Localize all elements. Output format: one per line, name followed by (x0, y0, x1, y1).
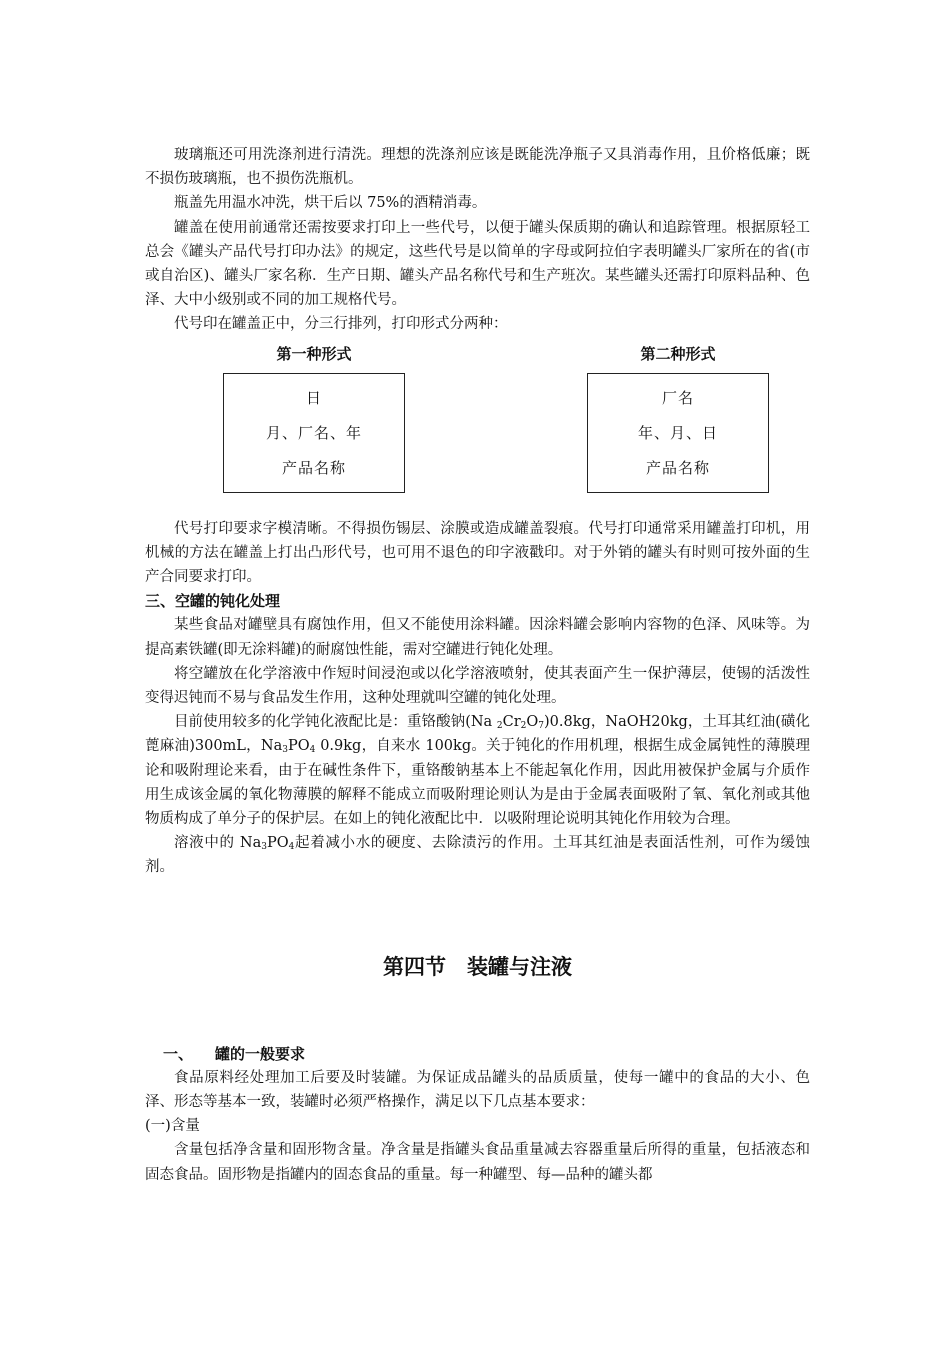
paragraph: 瓶盖先用温水冲洗，烘干后以 75%的酒精消毒。 (174, 195, 487, 212)
list-item-heading: (一)含量 (145, 1118, 200, 1135)
form-second (587, 339, 769, 493)
document-page (145, 143, 810, 1187)
form-box (223, 373, 405, 493)
paragraph: 玻璃瓶还可用洗涤剂进行清洗。理想的洗涤剂应该是既能洗净瓶子又具消毒作用，且价格低廉；既不损伤玻璃瓶，也不损伤洗瓶机。 (145, 147, 810, 188)
paragraph: 含量包括净含量和固形物含量。净含量是指罐头食品重量减去容器重量后所得的重量，包括液态和固态食品。固形物是指罐内的固态食品的重量。每一种罐型、每—品种的罐头都 (145, 1142, 810, 1183)
paragraph: 代号印在罐盖正中，分三行排列，打印形式分两种： (174, 316, 508, 333)
form-title: 第一种形式 (276, 344, 352, 363)
subsection-number: 一、 (163, 1044, 194, 1063)
form-first (223, 339, 405, 493)
form-box (587, 373, 769, 493)
subsection-heading (145, 1042, 810, 1066)
paragraph: 目前使用较多的化学钝化液配比是：重铬酸钠(Na $_2Cr_2O_7)0.8kg$，NaOH20kg，土耳其红油(磺化蓖麻油)300mL，$Na_3PO_4$ 0.9kg，自来水 100kg。关于钝化的作用机理，根据生成金属钝性的薄膜理论和吸附理论来看，由于在碱性条件下，重铬酸钠基本上不能起氧化作用，因此用被保护金属与介质作用生成该金属的氧化物薄膜的解释不能成立而吸附理论则认为是由于金属表面吸附了氧、氧化剂或其他物质构成了单分子的保护层。在如上的钝化液配比中．以吸附理论说明其钝化作用较为合理。 (145, 714, 811, 828)
form-line: 厂名 (661, 388, 694, 407)
form-line: 日 (305, 388, 322, 407)
section-title: 第四节 装罐与注液 (383, 954, 572, 979)
form-line: 产品名称 (281, 459, 346, 478)
subsection-title: 罐的一般要求 (215, 1044, 306, 1063)
paragraph: 某些食品对罐壁具有腐蚀作用，但又不能使用涂料罐。因涂料罐会影响内容物的色泽、风味等。为提高素铁罐(即无涂料罐)的耐腐蚀性能，需对空罐进行钝化处理。 (145, 617, 810, 658)
paragraph: 将空罐放在化学溶液中作短时间浸泡或以化学溶液喷射，使其表面产生一保护薄层，使锡的活泼性变得迟钝而不易与食品发生作用，这种处理就叫空罐的钝化处理。 (145, 665, 810, 707)
paragraph: 溶液中的 $Na_3PO_4$起着减小水的硬度、去除渍污的作用。土耳其红油是表面活性剂，可作为缓蚀剂。 (145, 835, 810, 876)
form-line: 产品名称 (645, 459, 710, 478)
form-title: 第二种形式 (640, 344, 716, 363)
paragraph: 代号打印要求字模清晰。不得损伤锡层、涂膜或造成罐盖裂痕。代号打印通常采用罐盖打印机，用机械的方法在罐盖上打出凸形代号，也可用不退色的印字液戳印。对于外销的罐头有时则可按外面的生产合同要求打印。 (145, 520, 810, 586)
section-heading: 三、空罐的钝化处理 (145, 592, 281, 611)
paragraph: 罐盖在使用前通常还需按要求打印上一些代号，以便于罐头保质期的确认和追踪管理。根据原轻工总会《罐头产品代号打印办法》的规定，这些代号是以简单的字母或阿拉伯字表明罐头厂家所在的省(市或自治区)、罐头厂家名称．生产日期、罐头产品名称代号和生产班次。某些罐头还需打印原料品种、色泽、大中小级别或不同的加工规格代号。 (145, 219, 810, 309)
code-forms (145, 339, 810, 517)
paragraph: 食品原料经处理加工后要及时装罐。为保证成品罐头的品质质量，使每一罐中的食品的大小、色泽、形态等基本一致，装罐时必须严格操作，满足以下几点基本要求： (145, 1069, 810, 1111)
form-line: 年、月、日 (637, 424, 718, 443)
form-line: 月、厂名、年 (265, 424, 362, 443)
